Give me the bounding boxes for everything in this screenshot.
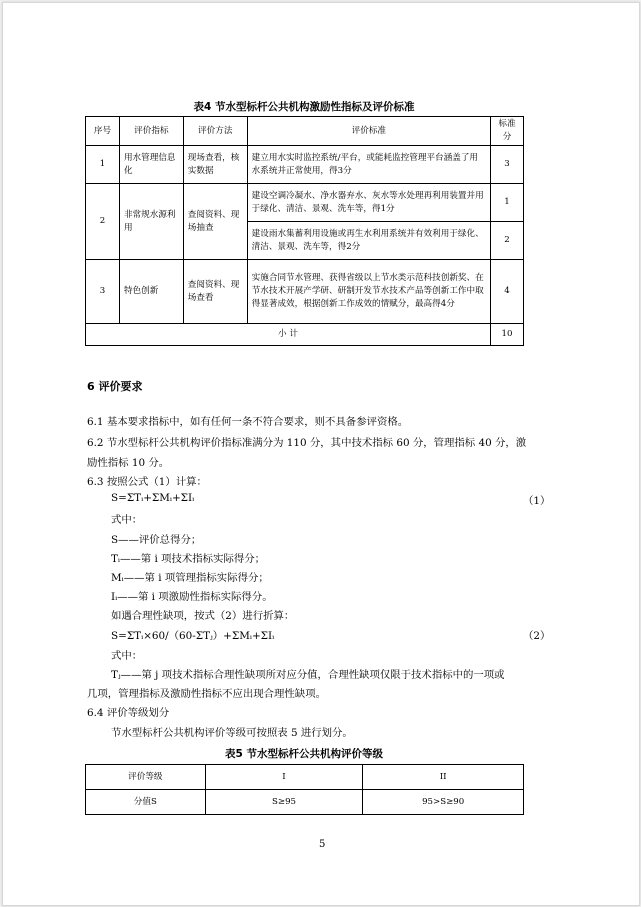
para-6-4: 6.4 评价等级划分	[87, 707, 170, 719]
cell-method: 现场查看，核实数据	[183, 146, 247, 184]
table-row	[86, 184, 524, 222]
cell-score: 1	[491, 184, 524, 222]
table4-caption: 表4 节水型标杆公共机构激励性指标及评价标准	[193, 101, 415, 113]
cell-seq: 1	[86, 146, 120, 184]
definition-t: Tᵢ——第 i 项技术指标实际得分；	[111, 553, 266, 565]
subtotal-label: 小 计	[86, 324, 491, 346]
table4	[85, 116, 524, 346]
page-number: 5	[319, 839, 326, 850]
section6-heading: 6 评价要求	[87, 380, 143, 393]
reasonable-missing-text: 如遇合理性缺项，按式（2）进行折算：	[111, 610, 295, 622]
cell-grade-1-range: S≥95	[205, 790, 363, 815]
table5-header-row	[86, 765, 524, 790]
table5-caption: 表5 节水型标杆公共机构评价等级	[225, 748, 383, 760]
table-row	[86, 790, 524, 815]
where-label-2: 式中：	[111, 650, 143, 662]
cell-grade-2-range: 95>S≥90	[363, 790, 524, 815]
cell-method: 查阅资料、现场抽查	[183, 184, 247, 260]
formula-2: S=ΣTᵢ×60/（60-ΣTⱼ）+ΣMᵢ+ΣIᵢ	[111, 630, 275, 642]
cell-standard: 建设雨水集蓄利用设施或再生水利用系统并有效利用于绿化、清洁、景观、洗车等，得2分	[247, 222, 490, 260]
cell-standard: 建设空调冷凝水、净水器弃水、灰水等水处理再利用装置并用于绿化、清洁、景观、洗车等，得1分	[247, 184, 490, 222]
definition-tj-line1: Tⱼ——第 j 项技术指标合理性缺项所对应分值，合理性缺项仅限于技术指标中的一项或	[111, 669, 505, 681]
where-label-1: 式中：	[111, 514, 143, 526]
definition-tj-line2: 几项，管理指标及激励性指标不应出现合理性缺项。	[87, 688, 326, 700]
subtotal-value: 10	[491, 324, 524, 346]
cell-standard: 建立用水实时监控系统/平台，或能耗监控管理平台涵盖了用水系统并正常使用，得3分	[247, 146, 490, 184]
definition-i: Iᵢ——第 i 项激励性指标实际得分。	[111, 591, 273, 603]
header-grade-1: I	[205, 765, 363, 790]
cell-seq: 2	[86, 184, 120, 260]
header-seq: 序号	[86, 117, 120, 146]
header-grade: 评价等级	[86, 765, 206, 790]
formula-2-number: （2）	[523, 630, 551, 642]
table5	[85, 764, 524, 815]
definition-s: S——评价总得分；	[111, 534, 202, 546]
cell-seq: 3	[86, 260, 120, 324]
document-page	[2, 2, 640, 906]
cell-method: 查阅资料、现场查看	[183, 260, 247, 324]
para-6-3: 6.3 按照公式（1）计算：	[87, 476, 207, 488]
para-6-4-text: 节水型标杆公共机构评价等级可按照表 5 进行划分。	[111, 727, 353, 739]
cell-indicator: 非常规水源利用	[119, 184, 183, 260]
cell-score-label: 分值S	[86, 790, 206, 815]
table-row	[86, 260, 524, 324]
cell-standard: 实施合同节水管理、获得省级以上节水类示范科技创新奖、在节水技术开展产学研、研制开发节水技术产品等创新工作中取得显著成效，根据创新工作成效的情赋分，最高得4分	[247, 260, 490, 324]
cell-indicator: 特色创新	[119, 260, 183, 324]
header-standard: 评价标准	[247, 117, 490, 146]
cell-score: 3	[491, 146, 524, 184]
para-6-1: 6.1 基本要求指标中，如有任何一条不符合要求，则不具备参评资格。	[87, 416, 409, 428]
formula-1: S=ΣTᵢ+ΣMᵢ+ΣIᵢ	[111, 492, 195, 504]
table4-header-row	[86, 117, 524, 146]
header-score: 标准分	[491, 117, 524, 146]
cell-indicator: 用水管理信息化	[119, 146, 183, 184]
header-indicator: 评价指标	[119, 117, 183, 146]
definition-m: Mᵢ——第 i 项管理指标实际得分；	[111, 572, 269, 584]
table-row	[86, 324, 524, 346]
para-6-2-line2: 励性指标 10 分。	[87, 457, 170, 469]
table-row	[86, 146, 524, 184]
cell-score: 2	[491, 222, 524, 260]
formula-1-number: （1）	[523, 495, 551, 507]
para-6-2-line1: 6.2 节水型标杆公共机构评价指标准满分为 110 分，其中技术指标 60 分，管理指标 40 分，激	[87, 437, 527, 449]
header-method: 评价方法	[183, 117, 247, 146]
cell-score: 4	[491, 260, 524, 324]
header-grade-2: II	[363, 765, 524, 790]
